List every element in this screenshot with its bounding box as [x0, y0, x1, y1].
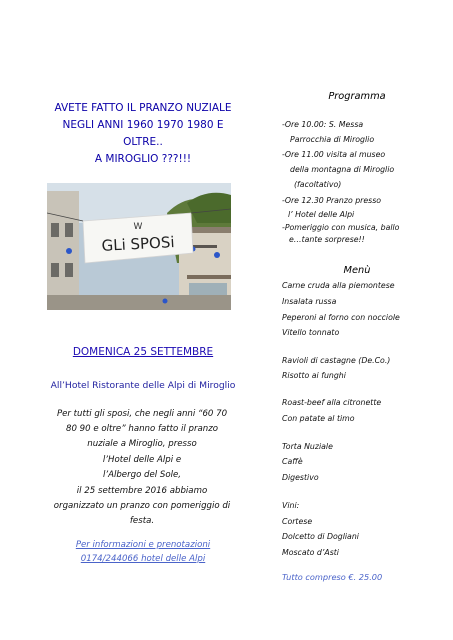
banner-mark: W — [133, 222, 143, 232]
headline-line-4: A MIROGLIO ???!!! — [94, 153, 192, 165]
menu-item: Vini: — [282, 501, 300, 510]
menu-item: Vitello tonnato — [282, 328, 340, 337]
banner-text: GLi SPOSi — [101, 233, 175, 255]
program-line-8: -Pomeriggio con musica, ballo — [282, 223, 400, 232]
program-line-1: -Ore 10.00: S. Messa — [282, 120, 364, 129]
body-line-8: festa. — [129, 516, 155, 526]
menu-item: Caffè — [282, 457, 303, 466]
menu-item: Torta Nuziale — [282, 442, 333, 451]
menu-item: Roast-beef alla citronette — [282, 398, 382, 407]
menu-item: Risotto ai funghi — [282, 371, 346, 380]
menu-item: Digestivo — [282, 473, 319, 482]
event-venue: All’Hotel Ristorante delle Alpi di Miroglio — [50, 380, 236, 391]
info-line-2[interactable] — [30, 552, 256, 566]
info-link-text-2[interactable]: 0174/244066 hotel delle Alpi — [80, 554, 206, 564]
program-line-7: l’ Hotel delle Alpi — [288, 210, 355, 219]
program-line-9: e…tante sorprese!! — [289, 235, 365, 244]
event-date-heading: DOMENICA 25 SETTEMBRE — [72, 346, 214, 358]
menu-item: Peperoni al forno con nocciole — [282, 313, 400, 322]
headline-line-2: NEGLI ANNI 1960 1970 1980 E — [62, 119, 224, 131]
info-link-text-1[interactable]: Per informazioni e prenotazioni — [75, 540, 211, 550]
menu-item: Carne cruda alla piemontese — [282, 281, 395, 290]
price-total: Tutto compreso €. 25.00 — [282, 572, 383, 582]
menu-title: Menù — [343, 265, 371, 276]
program-title: Programma — [328, 91, 386, 102]
body-line-6: il 25 settembre 2016 abbiamo — [76, 486, 208, 496]
headline-line-3: OLTRE.. — [123, 136, 163, 148]
menu-item: Ravioli di castagne (De.Co.) — [282, 356, 391, 365]
program-line-2: Parrocchia di Miroglio — [290, 135, 375, 144]
program-line-6: -Ore 12.30 Pranzo presso — [282, 196, 382, 205]
menu-item: Moscato d’Asti — [282, 548, 339, 557]
menu-item: Insalata russa — [282, 297, 337, 306]
menu-item: Dolcetto di Dogliani — [282, 532, 359, 541]
body-line-2: 80 90 e oltre” hanno fatto il pranzo — [66, 424, 218, 434]
body-line-3: nuziale a Miroglio, presso — [87, 439, 197, 449]
info-line-1[interactable] — [30, 538, 256, 552]
program-line-3: -Ore 11.00 visita al museo — [282, 150, 386, 159]
menu-item: Con patate al timo — [282, 414, 355, 423]
body-line-5: l’Albergo del Sole, — [102, 470, 182, 480]
program-line-5: (facoltativo) — [294, 180, 342, 189]
body-line-7: organizzato un pranzo con pomeriggio di — [53, 501, 231, 511]
body-line-4: l’Hotel delle Alpi e — [102, 455, 182, 465]
program-line-4: della montagna di Miroglio — [290, 165, 395, 174]
body-line-1: Per tutti gli sposi, che negli anni “60 70 — [56, 409, 228, 419]
headline-line-1: AVETE FATTO IL PRANZO NUZIALE — [54, 102, 232, 114]
menu-item: Cortese — [282, 517, 313, 526]
wedding-banner-photo — [47, 183, 231, 310]
